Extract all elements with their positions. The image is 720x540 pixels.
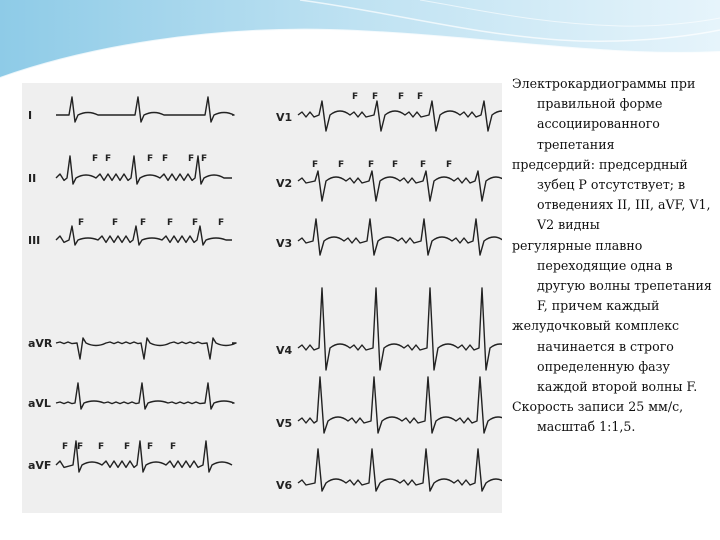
lead-label-iii: III	[28, 234, 41, 247]
lead-label-avr: aVR	[28, 337, 53, 350]
lead-label-v2: V2	[276, 177, 293, 190]
flutter-wave-label: F	[140, 218, 147, 228]
flutter-wave-label: F	[147, 154, 154, 164]
flutter-wave-label: F	[417, 92, 424, 102]
ecg-trace-avl	[56, 383, 234, 409]
flutter-wave-label: F	[372, 92, 379, 102]
ecg-trace-v1	[298, 101, 502, 131]
flutter-wave-label: F	[170, 442, 177, 452]
flutter-wave-label: F	[124, 442, 131, 452]
flutter-wave-label: F	[368, 160, 375, 170]
caption-line: желудочковый комплекс начинается в строго определенную фазу каждой второй волны F.	[512, 318, 698, 395]
lead-label-v4: V4	[276, 344, 293, 357]
caption-line: Скорость записи 25 мм/с, масштаб 1:1,5.	[512, 399, 684, 435]
flutter-wave-label: F	[420, 160, 427, 170]
ecg-trace-i	[56, 97, 234, 122]
flutter-wave-label: F	[167, 218, 174, 228]
caption-line: регулярные плавно переходящие одна в другую волны трепетания F, причем каждый	[512, 237, 712, 314]
caption-line: Электрокардиограммы при правильной форме ассоциированного трепетания	[512, 76, 696, 152]
lead-label-v5: V5	[276, 417, 293, 430]
flutter-wave-label: F	[398, 92, 405, 102]
caption-text	[512, 74, 712, 438]
lead-label-v3: V3	[276, 237, 293, 250]
flutter-wave-label: F	[312, 160, 319, 170]
ecg-trace-iii	[56, 226, 232, 245]
flutter-wave-label: F	[162, 154, 169, 164]
caption-line: предсердий: предсердный зубец P отсутствует; в отведениях II, III, aVF, V1, V2 видны	[512, 156, 711, 233]
lead-label-avf: aVF	[28, 459, 52, 472]
ecg-trace-v4	[298, 288, 502, 370]
lead-label-avl: aVL	[28, 397, 51, 410]
flutter-wave-label: F	[338, 160, 345, 170]
lead-label-v6: V6	[276, 479, 293, 492]
lead-label-i: I	[28, 109, 33, 122]
flutter-wave-label: F	[201, 154, 208, 164]
lead-label-v1: V1	[276, 111, 293, 124]
flutter-wave-label: F	[62, 442, 69, 452]
flutter-wave-label: F	[112, 218, 119, 228]
flutter-wave-label: F	[98, 442, 105, 452]
flutter-wave-label: F	[147, 442, 154, 452]
ecg-figure	[22, 83, 502, 513]
flutter-wave-label: F	[188, 154, 195, 164]
flutter-wave-label: F	[352, 92, 359, 102]
flutter-wave-label: F	[192, 218, 199, 228]
flutter-wave-label: F	[92, 154, 99, 164]
ecg-trace-v3	[298, 219, 502, 255]
flutter-wave-label: F	[77, 442, 84, 452]
ecg-trace-v2	[298, 171, 502, 201]
flutter-wave-label: F	[78, 218, 85, 228]
flutter-wave-label: F	[218, 218, 225, 228]
ecg-trace-v6	[298, 449, 502, 491]
ecg-trace-avr	[56, 338, 236, 359]
flutter-wave-label: F	[105, 154, 112, 164]
flutter-wave-label: F	[446, 160, 453, 170]
ecg-trace-v5	[298, 377, 502, 433]
lead-label-ii: II	[28, 172, 37, 185]
flutter-wave-label: F	[392, 160, 399, 170]
